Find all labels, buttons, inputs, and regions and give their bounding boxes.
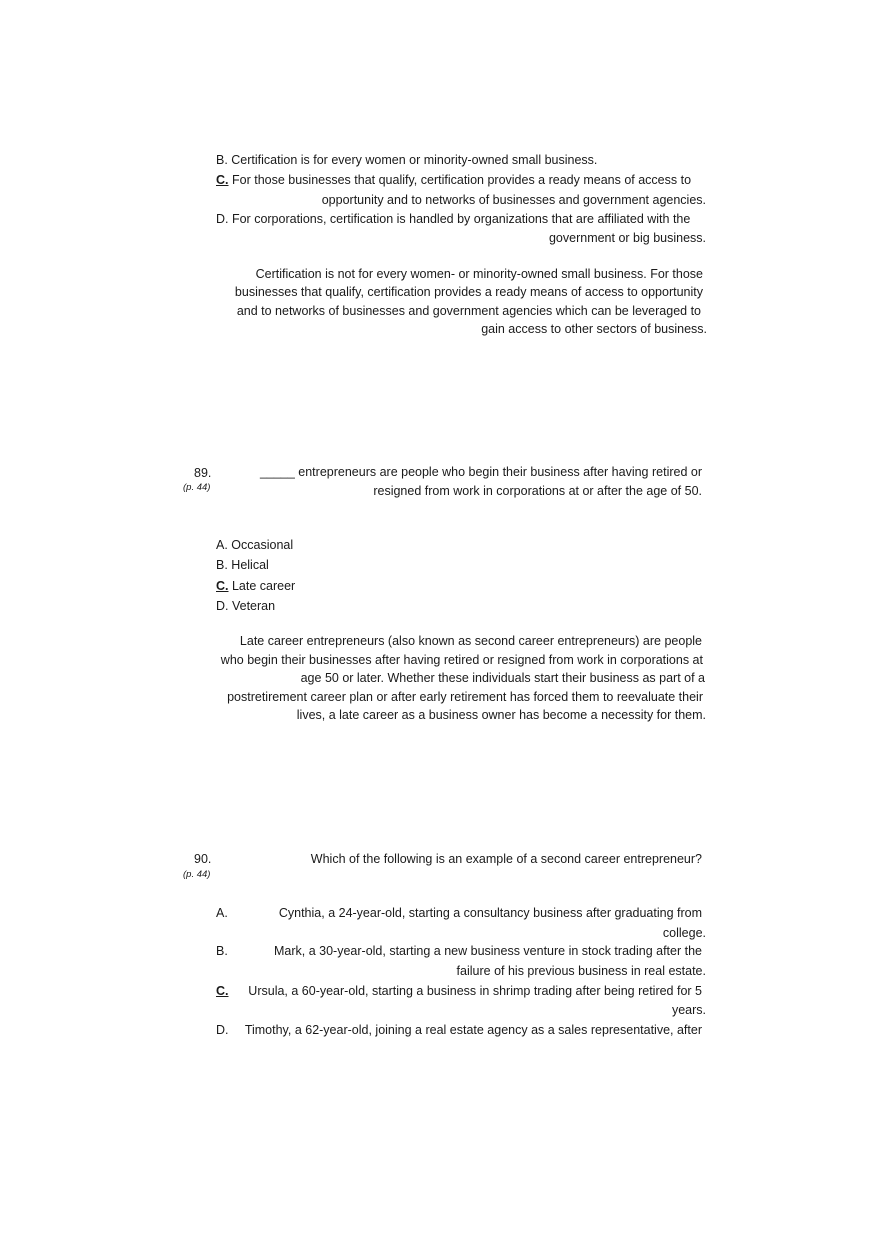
option-letter: A.	[216, 906, 228, 920]
q90-stem: Which of the following is an example of a second career entrepreneur?	[310, 852, 702, 866]
option-text: Veteran	[231, 599, 276, 613]
q89-option-b	[216, 556, 269, 574]
q88-explanation-line: gain access to other sectors of business.	[481, 322, 707, 336]
q90-option-a-line1: Cynthia, a 24-year-old, starting a consultancy business after graduating from	[278, 906, 702, 920]
q89-stem-line2: resigned from work in corporations at or after the age of 50.	[373, 484, 702, 498]
q89-stem-line1: _____ entrepreneurs are people who begin their business after having retired or	[260, 465, 702, 479]
q90-option-c-line2: years.	[671, 1003, 706, 1017]
q90-option-c-line1: Ursula, a 60-year-old, starting a business in shrimp trading after being retired for 5	[248, 984, 702, 998]
q88-explanation-line: and to networks of businesses and government agencies which can be leveraged to	[236, 304, 701, 318]
q89-explanation-line: age 50 or later. Whether these individuals start their business as part of a	[300, 671, 705, 685]
q89-explanation-line: Late career entrepreneurs (also known as second career entrepreneurs) are people	[239, 634, 702, 648]
option-text: Helical	[231, 558, 269, 572]
q88-option-c-text-line1: For those businesses that qualify, certification provides a ready means of access to	[232, 173, 692, 187]
correct-answer-marker: C.	[216, 173, 229, 187]
q89-option-d	[216, 597, 275, 615]
q88-option-c-text-line2: opportunity and to networks of businesses and government agencies.	[321, 193, 706, 207]
q89-explanation-line: lives, a late career as a business owner has become a necessity for them.	[296, 708, 706, 722]
option-letter: B.	[216, 558, 228, 572]
option-text: Occasional	[231, 538, 294, 552]
question-number: 89.	[194, 466, 212, 480]
q89-option-c	[216, 577, 295, 595]
correct-answer-marker: C.	[216, 579, 229, 593]
page-reference: (p. 44)	[183, 482, 211, 493]
q90-option-b-line1: Mark, a 30-year-old, starting a new business venture in stock trading after the	[274, 944, 702, 958]
page-reference: (p. 44)	[183, 869, 211, 880]
q88-explanation-line: Certification is not for every women- or minority-owned small business. For those	[255, 267, 703, 281]
q90-option-b-line2: failure of his previous business in real estate.	[456, 964, 706, 978]
q90-option-d-line1: Timothy, a 62-year-old, joining a real estate agency as a sales representative, after	[244, 1023, 702, 1037]
q89-explanation-line: who begin their businesses after having retired or resigned from work in corporations at	[220, 653, 703, 667]
q88-explanation-line: businesses that qualify, certification provides a ready means of access to opportunity	[234, 285, 703, 299]
q88-option-d-line1: D. For corporations, certification is handled by organizations that are affiliated with the	[216, 212, 691, 226]
q88-option-c-letter	[216, 171, 229, 189]
q89-explanation-line: postretirement career plan or after early retirement has forced them to reevaluate their	[227, 690, 703, 704]
option-letter: A.	[216, 538, 228, 552]
q88-option-d-line2: government or big business.	[548, 231, 706, 245]
q88-option-b: B. Certification is for every women or minority-owned small business.	[216, 153, 598, 167]
q90-option-a-line2: college.	[662, 926, 706, 940]
q89-option-a	[216, 536, 293, 554]
option-text: Late career	[231, 579, 296, 593]
question-number: 90.	[194, 852, 212, 866]
option-letter: B.	[216, 944, 228, 958]
correct-answer-marker: C.	[216, 984, 229, 998]
option-letter: D.	[216, 1023, 229, 1037]
option-letter: D.	[216, 599, 229, 613]
q90-option-c-letter	[216, 982, 229, 1000]
